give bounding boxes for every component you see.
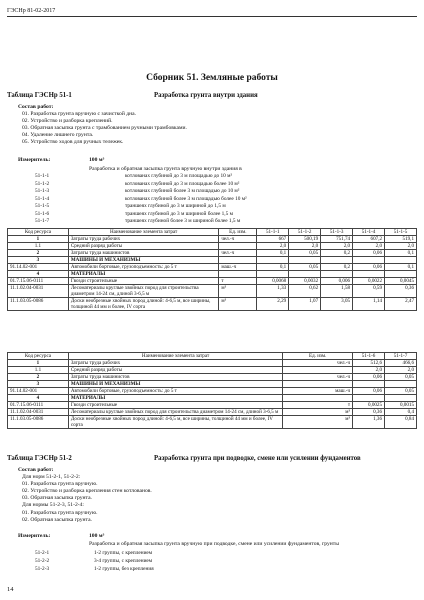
table-cell: 1,33 [257, 285, 289, 298]
meter-block [18, 533, 418, 540]
table-cell: 0,59 [353, 285, 385, 298]
table-name: Разработка грунта при подводке, смене или усилении фундаментов [154, 455, 361, 462]
table-row [8, 278, 417, 285]
table-cell: 3,05 [321, 298, 353, 311]
table-row [8, 409, 417, 416]
table-cell: 2,0 [385, 367, 417, 374]
table-cell: Затраты труда рабочих [68, 360, 282, 367]
table-cell: 0,2 [321, 264, 353, 271]
table-cell: 1.1 [8, 367, 69, 374]
table-cell: чел.-ч [219, 236, 257, 243]
table-cell: Средний разряд работы [68, 367, 282, 374]
composition-item: 01. Разработка грунта вручную. [22, 509, 98, 516]
norm-code: 51-1-3 [35, 188, 50, 194]
table-cell: Лесоматериалы круглые хвойных пород для строительства диаметром 14-24 см, длиной 3-6,5 м [68, 409, 282, 416]
table-cell: 0,0022 [353, 278, 385, 285]
table-cell: 0,1 [385, 264, 417, 271]
table-cell: Автомобили бортовые, грузоподъемность: до 5 т [68, 388, 282, 395]
table-cell: 91.14.02-001 [8, 264, 69, 271]
composition-item: 03. Обратная засыпка грунта с трамбованием ручными трамбовками. [22, 125, 187, 132]
norm-code: 51-2-2 [35, 558, 50, 564]
table-row [8, 360, 417, 367]
table-cell [219, 243, 257, 250]
composition-item: Для нормы 51-2-3, 51-2-4: [22, 502, 84, 509]
header-divider [7, 16, 417, 17]
table-cell: 11.1.03.05-0086 [8, 416, 69, 429]
table-cell: 0,05 [289, 264, 321, 271]
section-heading: МАШИНЫ И МЕХАНИЗМЫ [68, 381, 282, 388]
table-cell: Гвозди строительные [68, 402, 282, 409]
section-heading: МАТЕРИАЛЫ [68, 395, 282, 402]
table-cell: 01.7.15.06-0111 [8, 278, 69, 285]
table-cell: м³ [283, 409, 353, 416]
norm-text: 1-2 группы, с креплением [94, 550, 153, 556]
table-section-row [8, 395, 417, 402]
table-cell: 2 [8, 250, 69, 257]
table-cell: 0,06 [353, 250, 385, 257]
table-cell: 0,36 [353, 409, 385, 416]
column-header: 51-1-2 [289, 229, 321, 236]
norm-code: 51-1-2 [35, 180, 50, 187]
table-cell: 0,1 [385, 250, 417, 257]
table-cell: 751,74 [321, 236, 353, 243]
table-cell: 2,0 [353, 367, 385, 374]
section-heading: МАШИНЫ И МЕХАНИЗМЫ [68, 257, 219, 264]
resource-table-1 [7, 228, 417, 311]
table-section-row [8, 381, 417, 388]
norm-text: траншеях глубиной более 3 м шириной более 1,5 м [125, 218, 241, 224]
table-cell: 0,0045 [385, 278, 417, 285]
document-code: ГЭСНр 81-02-2017 [7, 8, 56, 14]
table-cell: м³ [283, 416, 353, 429]
composition-block [18, 467, 152, 524]
table-cell: Затраты труда машинистов [68, 250, 219, 257]
norm-code: 51-2-1 [35, 550, 50, 556]
table-cell: 0,06 [353, 264, 385, 271]
table-cell: 4 [8, 271, 69, 278]
table-cell: Автомобили бортовые, грузоподъемность: до 5 т [68, 264, 219, 271]
table-cell: 4 [8, 395, 69, 402]
table-cell: м³ [219, 285, 257, 298]
table-cell: 3 [8, 381, 69, 388]
table-header-row [8, 229, 417, 236]
composition-item: 01. Разработка грунта вручную с зачисткой дна. [22, 111, 136, 118]
resource-table-2 [7, 352, 417, 429]
table-cell: 11.1.02.04-0031 [8, 409, 69, 416]
norm-text: котлованах глубиной до 3 м площадью до 10 м² [125, 173, 233, 179]
table-cell: 667 [257, 236, 289, 243]
table-cell: Затраты труда машинистов [68, 374, 282, 381]
table-cell: 0,06 [353, 374, 385, 381]
column-header: 51-1-7 [385, 353, 417, 360]
column-header: Наименование элемента затрат [68, 353, 282, 360]
table-cell: 2,0 [257, 243, 289, 250]
column-header: 51-1-6 [353, 353, 385, 360]
table-cell: 0,36 [385, 285, 417, 298]
table-cell: 1 [8, 360, 69, 367]
table-cell: 0,62 [289, 285, 321, 298]
norm-text: 3-4 группы, с креплением [94, 558, 153, 564]
column-header: Код ресурса [8, 229, 69, 236]
table-cell: Затраты труда рабочих [68, 236, 219, 243]
table-row [8, 285, 417, 298]
meter-value: 100 м³ [89, 533, 105, 539]
table-section-row [8, 271, 417, 278]
table-row [8, 388, 417, 395]
composition-item: 02. Устройство и разборка креплений. [22, 118, 113, 125]
table-cell: 0,84 [385, 416, 417, 429]
table-cell: 2,0 [385, 243, 417, 250]
table-cell: 500,19 [289, 236, 321, 243]
table-cell: маш.-ч [283, 388, 353, 395]
table-cell: 0,05 [385, 374, 417, 381]
table-cell: 0,05 [385, 388, 417, 395]
norm-code: 51-1-5 [35, 203, 50, 209]
table-code: Таблица ГЭСНр 51-2 [7, 455, 72, 462]
composition-label: Состав работ: [18, 467, 54, 473]
table-cell: 1.1 [8, 243, 69, 250]
norm-code: 51-1-4 [35, 195, 50, 202]
meter-description: Разработка и обратная засыпка грунта вручную при подводке, смене или усилении фундаментов, грунты [89, 541, 339, 547]
table-cell: 2 [8, 374, 69, 381]
table-row [8, 367, 417, 374]
table-cell: 2,0 [321, 243, 353, 250]
table-cell: 1,36 [353, 416, 385, 429]
table-cell: 607,2 [353, 236, 385, 243]
collection-title: Сборник 51. Земляные работы [146, 73, 278, 83]
norm-code: 51-1-7 [35, 218, 50, 224]
page-number: 14 [7, 586, 14, 593]
table-cell: Доски необрезные хвойных пород длиной: 4-6,5 м, все ширины, толщиной 44 мм и более, IV сорта [68, 298, 219, 311]
composition-item: 04. Удаление лишнего грунта. [22, 132, 94, 139]
table-code: Таблица ГЭСНр 51-1 [7, 92, 72, 99]
table-cell: 1,14 [353, 298, 385, 311]
table-header-row [8, 353, 417, 360]
table-cell: Средний разряд работы [68, 243, 219, 250]
table-row [8, 402, 417, 409]
composition-item: Для норм 51-2-1, 51-2-2: [22, 474, 81, 481]
column-header: Ед. изм. [219, 229, 257, 236]
table-row [8, 243, 417, 250]
table-row [8, 298, 417, 311]
table-cell: 1,58 [321, 285, 353, 298]
table-row [8, 264, 417, 271]
composition-block [18, 104, 187, 147]
norm-text: 1-2 группы, без крепления [94, 566, 154, 572]
table-cell: 2,47 [385, 298, 417, 311]
column-header: 51-1-5 [385, 229, 417, 236]
table-row [8, 374, 417, 381]
table-cell: Доски необрезные хвойных пород длиной: 4-6,5 м, все ширины, толщиной 44 мм и более, IV сорта [68, 416, 282, 429]
meter-label: Измеритель: [18, 157, 51, 163]
table-row [8, 236, 417, 243]
norm-text: котлованах глубиной более 3 м площадью более 10 м² [125, 195, 247, 202]
table-cell: 0,05 [289, 250, 321, 257]
column-header: 51-1-4 [353, 229, 385, 236]
table-cell: т [283, 402, 353, 409]
table-cell: 0,2 [321, 250, 353, 257]
table-cell: 0,06 [353, 388, 385, 395]
table-cell: т [219, 278, 257, 285]
table-cell: 11.1.02.04-0031 [8, 285, 69, 298]
table-cell: 0,0025 [353, 402, 385, 409]
table-cell: 3 [8, 257, 69, 264]
meter-value: 100 м³ [89, 157, 105, 163]
table-cell: 0,006 [321, 278, 353, 285]
table-cell: 01.7.15.06-0111 [8, 402, 69, 409]
table-cell: 519,1 [385, 236, 417, 243]
table-cell: 2,29 [257, 298, 289, 311]
meter-description: Разработка и обратная засыпка грунта вручную внутри здания в [89, 166, 242, 172]
table-row [8, 416, 417, 429]
composition-label: Состав работ: [18, 104, 54, 110]
table-cell: 0,1 [257, 250, 289, 257]
table-cell: Лесоматериалы круглые хвойных пород для строительства диаметром 14-24 см, длиной 3-6,5 м [68, 285, 219, 298]
table-row [8, 250, 417, 257]
norm-code: 51-1-6 [35, 210, 50, 217]
table-cell: 0,4 [385, 409, 417, 416]
norm-code: 51-1-1 [35, 173, 50, 179]
table-cell: Гвозди строительные [68, 278, 219, 285]
table-cell: маш.-ч [219, 264, 257, 271]
table-cell: 0,0068 [257, 278, 289, 285]
table-cell [283, 367, 353, 374]
table-cell: 1,07 [289, 298, 321, 311]
composition-item: 03. Обратная засыпка грунта. [22, 495, 92, 502]
table-cell: 2,0 [353, 243, 385, 250]
column-header: Наименование элемента затрат [68, 229, 219, 236]
table-cell: 11.1.03.05-0086 [8, 298, 69, 311]
table-section-row [8, 257, 417, 264]
table-cell: 0,1 [257, 264, 289, 271]
meter-block [18, 157, 418, 164]
table-cell: чел.-ч [219, 250, 257, 257]
column-header: 51-1-1 [257, 229, 289, 236]
table-cell: 0,0032 [289, 278, 321, 285]
column-header: Ед. изм. [283, 353, 353, 360]
norm-text: котлованах глубиной более 3 м площадью до 10 м² [125, 188, 240, 194]
norm-text: котлованах глубиной до 3 м площадью более 10 м² [125, 180, 240, 187]
composition-item: 01. Разработка грунта вручную. [22, 481, 98, 488]
section-heading: МАТЕРИАЛЫ [68, 271, 219, 278]
meter-label: Измеритель: [18, 533, 51, 539]
composition-item: 02. Устройство и разборка крепления стен котлованов. [22, 488, 152, 495]
table-cell: чел.-ч [283, 360, 353, 367]
table-cell: 466,6 [385, 360, 417, 367]
column-header: Код ресурса [8, 353, 69, 360]
norm-text: траншеях глубиной до 3 м шириной более 1,5 м [125, 210, 233, 217]
table-name: Разработка грунта внутри здания [154, 92, 258, 99]
norm-code: 51-2-3 [35, 566, 50, 572]
table-cell: 91.14.02-001 [8, 388, 69, 395]
table-cell: чел.-ч [283, 374, 353, 381]
table-cell: 512,6 [353, 360, 385, 367]
norm-text: траншеях глубиной до 3 м шириной до 1,5 м [125, 203, 226, 209]
table-cell: 0,0015 [385, 402, 417, 409]
table-cell: 1 [8, 236, 69, 243]
table-cell: м³ [219, 298, 257, 311]
table-cell: 2,0 [289, 243, 321, 250]
composition-item: 05. Устройство ходов для ручных тележек. [22, 139, 124, 146]
column-header: 51-1-3 [321, 229, 353, 236]
composition-item: 02. Обратная засыпка грунта. [22, 516, 92, 523]
